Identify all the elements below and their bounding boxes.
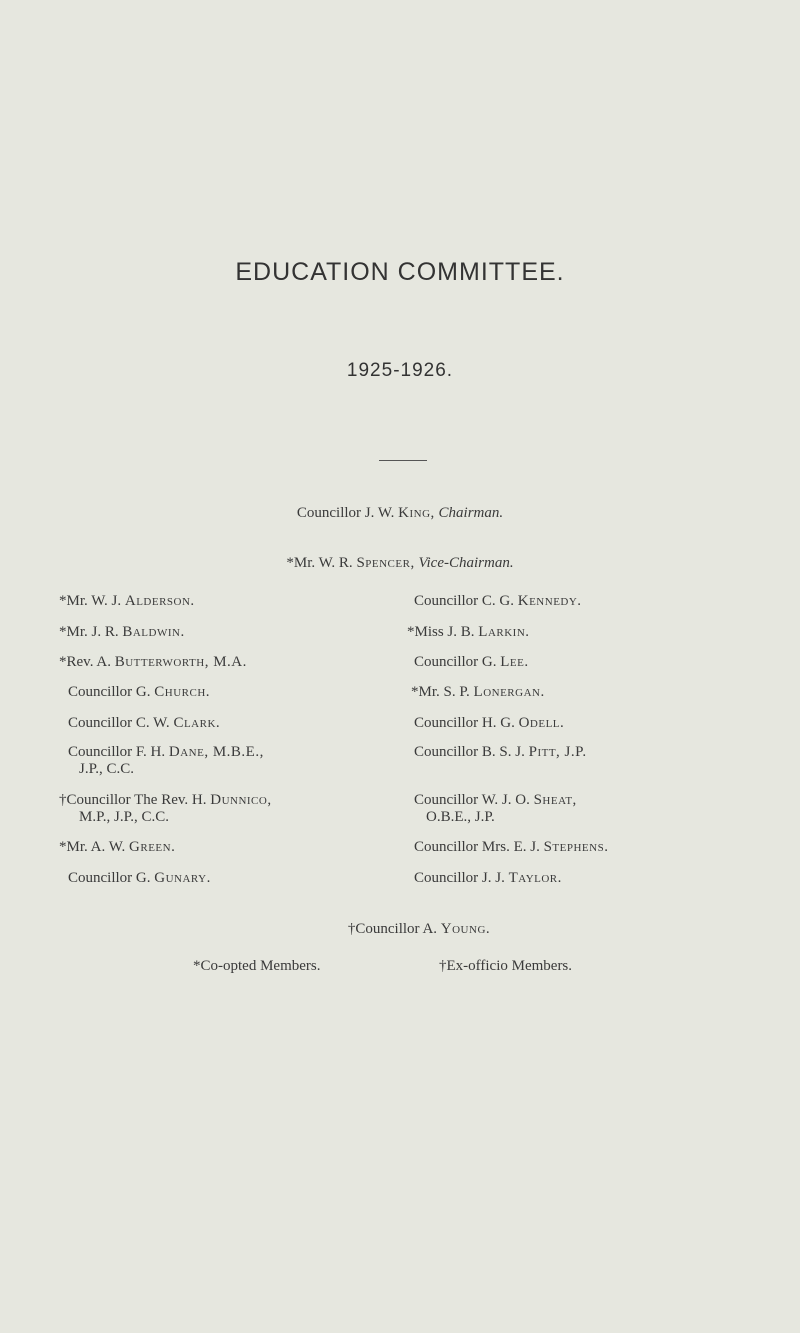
- member-entry: Councillor Mrs. E. J. Stephens.: [414, 839, 609, 855]
- member-entry: *Mr. J. R. Baldwin.: [59, 624, 185, 640]
- member-entry: Councillor J. J. Taylor.: [414, 870, 562, 886]
- chairman-name: King,: [398, 505, 435, 521]
- member-entry: *Mr. S. P. Lonergan.: [411, 684, 545, 700]
- final-member-line: †Councillor A. Young.: [347, 921, 491, 937]
- chairman-line: [0, 505, 800, 522]
- member-entry: Councillor W. J. O. Sheat, O.B.E., J.P.: [414, 792, 577, 825]
- vice-chairman-name: Spencer,: [356, 555, 415, 571]
- coopted-note: *Co-opted Members.: [193, 958, 321, 974]
- member-entry: Councillor H. G. Odell.: [414, 715, 565, 731]
- member-entry: *Mr. W. J. Alderson.: [59, 593, 195, 609]
- chairman-role: Chairman.: [438, 505, 504, 521]
- member-entry: *Rev. A. Butterworth, M.A.: [59, 654, 247, 670]
- member-entry: Councillor G. Lee.: [414, 654, 529, 670]
- member-entry: Councillor C. W. Clark.: [68, 715, 221, 731]
- divider-rule: [379, 460, 427, 461]
- exofficio-note: †Ex-officio Members.: [439, 958, 573, 974]
- committee-title: EDUCATION COMMITTEE.: [235, 258, 565, 286]
- member-entry: Councillor C. G. Kennedy.: [414, 593, 582, 609]
- member-entry: Councillor B. S. J. Pitt, J.P.: [414, 744, 587, 760]
- member-entry: Councillor G. Gunary.: [68, 870, 211, 886]
- member-entry: Councillor G. Church.: [68, 684, 211, 700]
- member-entry: *Miss J. B. Larkin.: [407, 624, 530, 640]
- member-entry: Councillor F. H. Dane, M.B.E., J.P., C.C.: [68, 744, 264, 777]
- committee-years: 1925-1926.: [346, 360, 454, 381]
- member-entry: *Mr. A. W. Green.: [59, 839, 176, 855]
- member-entry: †Councillor The Rev. H. Dunnico, M.P., J.P., C.C.: [59, 792, 272, 825]
- vice-chairman-role: Vice-Chairman.: [418, 555, 514, 571]
- chairman-prefix: Councillor J. W.: [296, 505, 395, 521]
- vice-chairman-line: [0, 555, 800, 572]
- vice-chairman-prefix: *Mr. W. R.: [286, 555, 353, 571]
